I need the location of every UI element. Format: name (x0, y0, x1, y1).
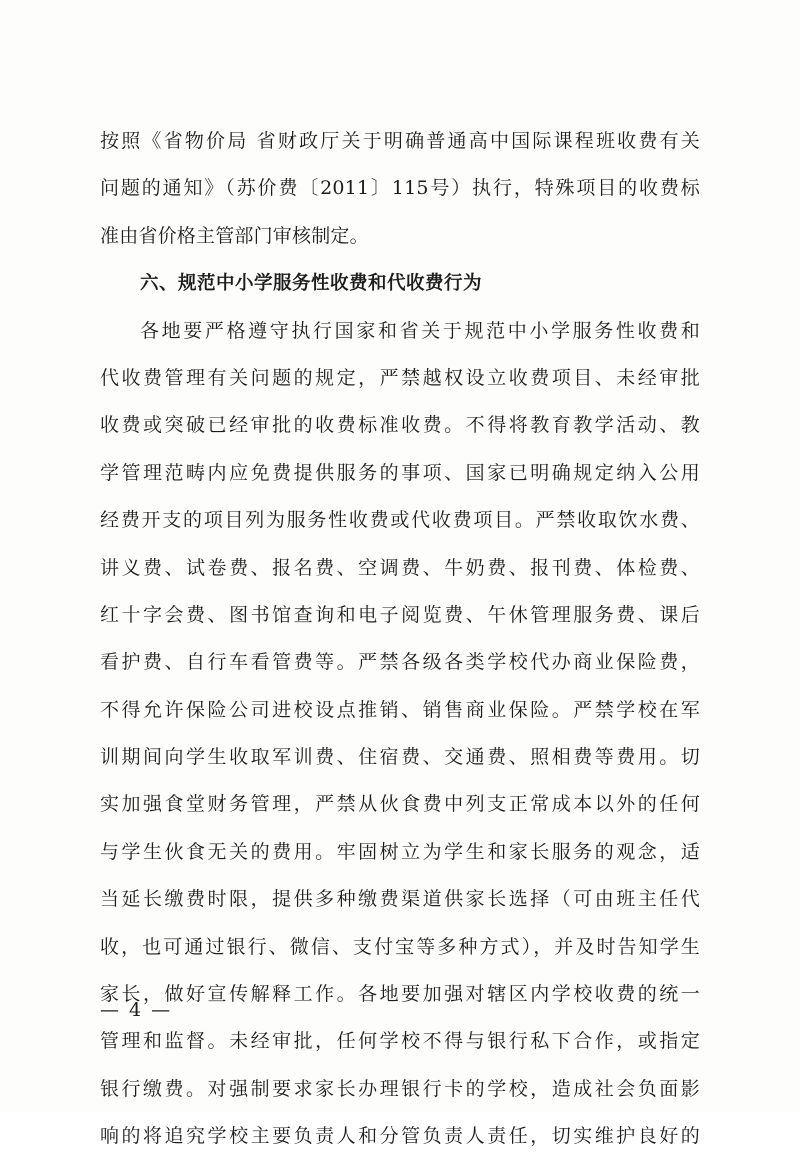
page-number: — 4 — (100, 999, 173, 1021)
text-line: 训期间向学生收取军训费、住宿费、交通费、照相费等费用。切 (100, 746, 700, 769)
text-line: 问题的通知》（苏价费〔2011〕115号）执行，特殊项目的收费标 (100, 177, 700, 200)
text-line: 代收费管理有关问题的规定，严禁越权设立收费项目、未经审批 (100, 366, 700, 389)
text-line: 按照《省物价局 省财政厅关于明确普通高中国际课程班收费有关 (100, 130, 700, 152)
text-line: 实加强食堂财务管理，严禁从伙食费中列支正常成本以外的任何 (100, 793, 700, 816)
text-line: 不得允许保险公司进校设点推销、销售商业保险。严禁学校在军 (100, 698, 700, 721)
text-line: 收费或突破已经审批的收费标准收费。不得将教育教学活动、教 (100, 414, 700, 437)
text-line: 学管理范畴内应免费提供服务的事项、国家已明确规定纳入公用 (100, 461, 700, 484)
text-line: 讲义费、试卷费、报名费、空调费、牛奶费、报刊费、体检费、 (100, 556, 700, 579)
text-line: 家长，做好宣传解释工作。各地要加强对辖区内学校收费的统一 (100, 983, 700, 1006)
text-line: 银行缴费。对强制要求家长办理银行卡的学校，造成社会负面影 (100, 1077, 700, 1100)
text-line: 经费开支的项目列为服务性收费或代收费项目。严禁收取饮水费、 (100, 509, 700, 532)
text-line: 与学生伙食无关的费用。牢固树立为学生和家长服务的观念，适 (100, 840, 700, 863)
body-text (100, 118, 700, 1161)
text-line: 管理和监督。未经审批，任何学校不得与银行私下合作，或指定 (100, 1030, 700, 1053)
text-line: 当延长缴费时限，提供多种缴费渠道供家长选择（可由班主任代 (100, 888, 700, 911)
text-line: 收，也可通过银行、微信、支付宝等多种方式），并及时告知学生 (100, 935, 700, 958)
text-line: 看护费、自行车看管费等。严禁各级各类学校代办商业保险费， (100, 651, 700, 674)
section-heading: 六、规范中小学服务性收费和代收费行为 (140, 273, 483, 295)
text-line: 红十字会费、图书馆查询和电子阅览费、午休管理服务费、课后 (100, 603, 700, 626)
text-line: 响的将追究学校主要负责人和分管负责人责任，切实维护良好的 (100, 1125, 700, 1148)
text-line: 各地要严格遵守执行国家和省关于规范中小学服务性收费和 (140, 319, 700, 342)
text-line: 准由省价格主管部门审核制定。 (100, 224, 369, 247)
